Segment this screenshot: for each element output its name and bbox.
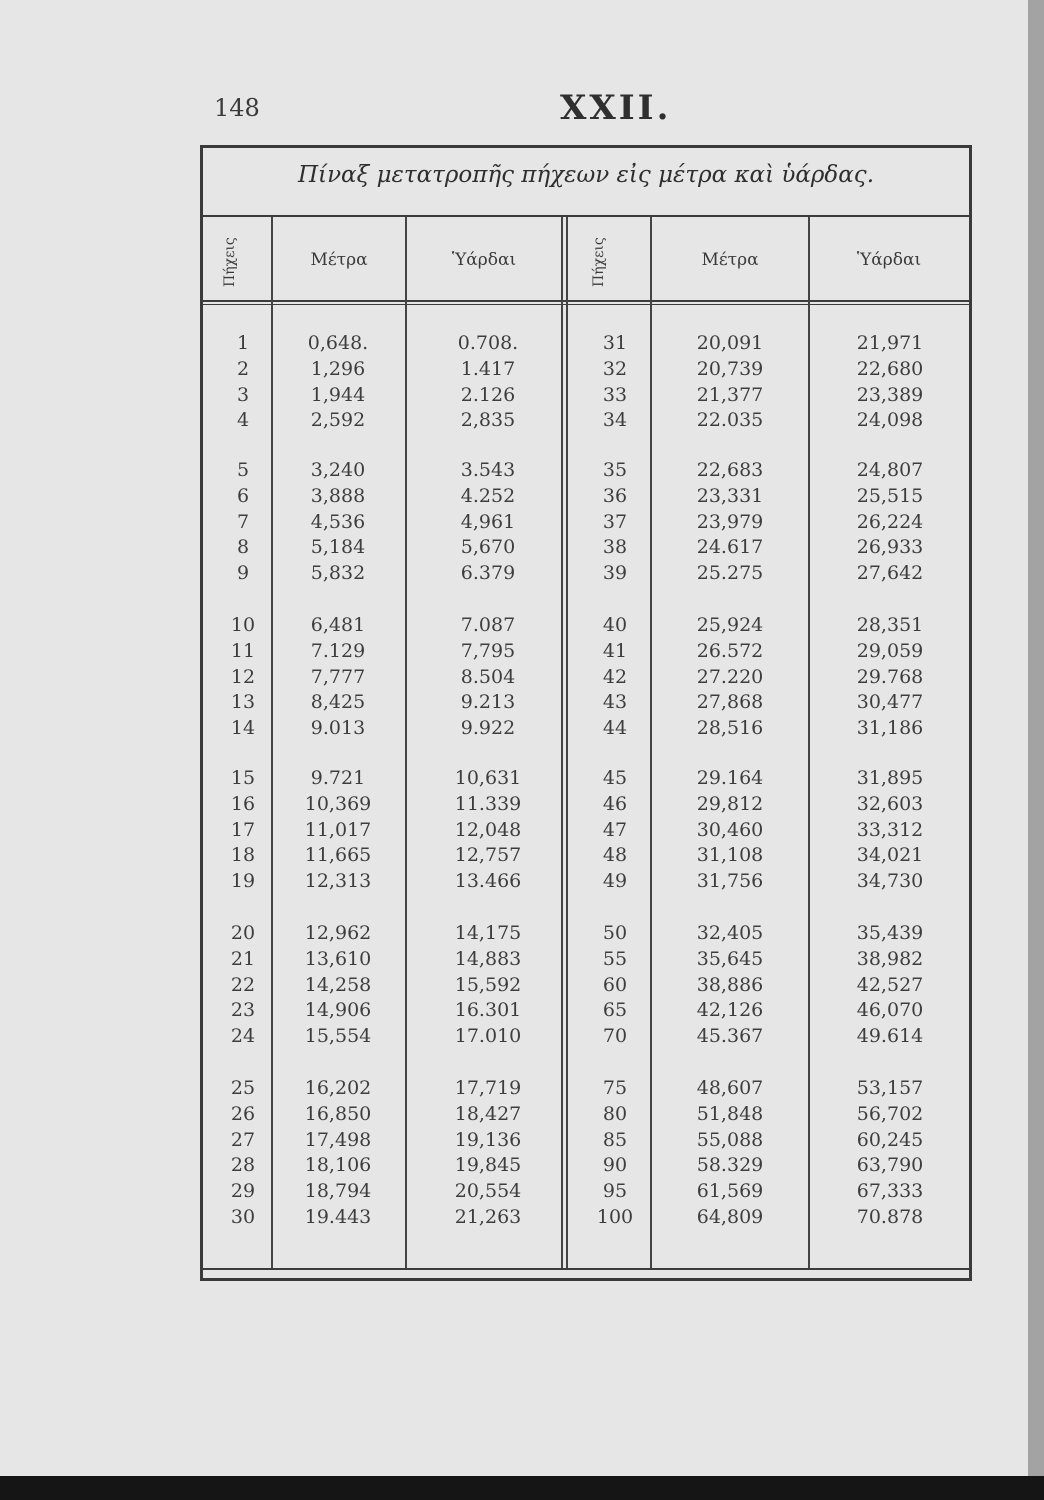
page-number: 148 [214, 94, 260, 122]
cell-cubits-left: 6 [236, 484, 250, 507]
cell-meters-right: 35,645 [696, 947, 764, 970]
cell-yards-left: 1.417 [460, 357, 516, 380]
header-yards-left: Ὑάρδαι [451, 250, 517, 270]
cell-meters-right: 31,756 [696, 870, 764, 893]
cell-cubits-right: 43 [602, 691, 628, 714]
cell-yards-right: 49.614 [856, 1025, 924, 1048]
cell-meters-right: 20,091 [696, 332, 764, 354]
cell-cubits-right: 45 [602, 767, 628, 789]
cell-cubits-right: 100 [596, 1206, 634, 1228]
cell-meters-left: 7.129 [310, 639, 366, 662]
cell-meters-right: 23,331 [696, 484, 764, 507]
cell-cubits-right: 38 [602, 536, 628, 559]
cell-cubits-left: 25 [230, 1077, 256, 1099]
cell-cubits-right: 80 [602, 1102, 628, 1125]
cell-meters-left: 3,240 [310, 459, 366, 481]
cell-cubits-right: 34 [602, 409, 628, 432]
cell-yards-right: 60,245 [856, 1128, 924, 1151]
cell-yards-right: 27,642 [856, 562, 924, 585]
cell-meters-left: 19.443 [304, 1206, 372, 1228]
cell-yards-right: 35,439 [856, 922, 924, 944]
table-title: Πίναξ μετατροπῆς πήχεων εἰς μέτρα καὶ ὑάρδας. [298, 162, 874, 188]
cell-yards-right: 38,982 [856, 947, 924, 970]
cell-cubits-right: 32 [602, 357, 628, 380]
column-rule-middle [561, 217, 563, 1268]
cell-cubits-left: 21 [230, 947, 256, 970]
cell-yards-left: 20,554 [454, 1180, 522, 1203]
cell-meters-left: 18,106 [304, 1154, 372, 1177]
cell-cubits-right: 70 [602, 1025, 628, 1048]
cell-cubits-left: 2 [236, 357, 250, 380]
cell-yards-right: 34,021 [856, 844, 924, 867]
cell-meters-right: 24.617 [696, 536, 764, 559]
cell-cubits-left: 3 [236, 383, 250, 406]
cell-cubits-right: 37 [602, 510, 628, 533]
cell-yards-right: 24,807 [856, 459, 924, 481]
cell-cubits-left: 11 [230, 639, 256, 662]
cell-meters-left: 14,258 [304, 973, 372, 996]
cell-cubits-left: 15 [230, 767, 256, 789]
cell-yards-left: 4.252 [460, 484, 516, 507]
cell-meters-left: 10,369 [304, 792, 372, 815]
cell-cubits-right: 65 [602, 999, 628, 1022]
cell-meters-right: 42,126 [696, 999, 764, 1022]
cell-meters-right: 30,460 [696, 818, 764, 841]
cell-cubits-left: 1 [236, 332, 250, 354]
cell-cubits-left: 18 [230, 844, 256, 867]
cell-yards-left: 6.379 [460, 562, 516, 585]
cell-meters-left: 12,313 [304, 870, 372, 893]
cell-yards-left: 3.543 [460, 459, 516, 481]
header-cubits-right: Πήχεις [591, 237, 607, 287]
cell-meters-left: 8,425 [310, 691, 366, 714]
scan-border [0, 1476, 1044, 1500]
cell-yards-left: 5,670 [460, 536, 516, 559]
cell-yards-left: 14,175 [454, 922, 522, 944]
cell-yards-right: 30,477 [856, 691, 924, 714]
cell-meters-right: 26.572 [696, 639, 764, 662]
cell-yards-left: 9.213 [460, 691, 516, 714]
cell-yards-right: 28,351 [856, 614, 924, 636]
cell-yards-left: 2.126 [460, 383, 516, 406]
header-bottom-rule [203, 300, 969, 302]
cell-meters-left: 1,944 [310, 383, 366, 406]
cell-meters-left: 16,202 [304, 1077, 372, 1099]
cell-meters-right: 27.220 [696, 665, 764, 688]
cell-yards-left: 10,631 [454, 767, 522, 789]
cell-cubits-left: 28 [230, 1154, 256, 1177]
cell-meters-right: 21,377 [696, 383, 764, 406]
cell-cubits-right: 95 [602, 1180, 628, 1203]
cell-yards-left: 12,757 [454, 844, 522, 867]
cell-yards-right: 26,933 [856, 536, 924, 559]
cell-cubits-right: 47 [602, 818, 628, 841]
cell-meters-right: 61,569 [696, 1180, 764, 1203]
cell-meters-left: 12,962 [304, 922, 372, 944]
cell-yards-right: 21,971 [856, 332, 924, 354]
cell-cubits-right: 31 [602, 332, 628, 354]
cell-cubits-right: 35 [602, 459, 628, 481]
cell-cubits-left: 22 [230, 973, 256, 996]
cell-cubits-right: 55 [602, 947, 628, 970]
column-rule [271, 217, 273, 1268]
cell-cubits-left: 24 [230, 1025, 256, 1048]
column-rule [808, 217, 810, 1268]
cell-meters-right: 31,108 [696, 844, 764, 867]
cell-yards-left: 0.708. [457, 332, 519, 354]
cell-cubits-right: 85 [602, 1128, 628, 1151]
cell-meters-right: 48,607 [696, 1077, 764, 1099]
cell-meters-left: 1,296 [310, 357, 366, 380]
cell-cubits-left: 27 [230, 1128, 256, 1151]
cell-meters-left: 11,017 [304, 818, 372, 841]
cell-meters-left: 15,554 [304, 1025, 372, 1048]
column-rule-middle-double [566, 217, 568, 1268]
cell-cubits-right: 33 [602, 383, 628, 406]
cell-yards-right: 32,603 [856, 792, 924, 815]
cell-meters-left: 5,184 [310, 536, 366, 559]
cell-yards-right: 22,680 [856, 357, 924, 380]
cell-meters-right: 29.164 [696, 767, 764, 789]
header-meters-right: Μέτρα [701, 250, 759, 270]
cell-meters-right: 22,683 [696, 459, 764, 481]
cell-yards-right: 33,312 [856, 818, 924, 841]
cell-yards-left: 18,427 [454, 1102, 522, 1125]
cell-cubits-left: 8 [236, 536, 250, 559]
cell-cubits-right: 48 [602, 844, 628, 867]
cell-cubits-left: 4 [236, 409, 250, 432]
cell-meters-left: 18,794 [304, 1180, 372, 1203]
cell-yards-right: 63,790 [856, 1154, 924, 1177]
cell-meters-right: 58.329 [696, 1154, 764, 1177]
column-rule [650, 217, 652, 1268]
cell-yards-left: 17.010 [454, 1025, 522, 1048]
cell-yards-left: 15,592 [454, 973, 522, 996]
cell-cubits-right: 42 [602, 665, 628, 688]
cell-meters-right: 45.367 [696, 1025, 764, 1048]
cell-meters-left: 5,832 [310, 562, 366, 585]
cell-yards-right: 26,224 [856, 510, 924, 533]
cell-meters-right: 23,979 [696, 510, 764, 533]
cell-yards-right: 42,527 [856, 973, 924, 996]
cell-meters-right: 25.275 [696, 562, 764, 585]
cell-yards-right: 46,070 [856, 999, 924, 1022]
header-yards-right: Ὑάρδαι [856, 250, 922, 270]
cell-yards-left: 16.301 [454, 999, 522, 1022]
cell-cubits-left: 30 [230, 1206, 256, 1228]
cell-meters-right: 25,924 [696, 614, 764, 636]
cell-meters-left: 0,648. [307, 332, 369, 354]
cell-cubits-left: 29 [230, 1180, 256, 1203]
cell-meters-left: 17,498 [304, 1128, 372, 1151]
cell-meters-right: 22.035 [696, 409, 764, 432]
cell-yards-right: 29.768 [856, 665, 924, 688]
cell-cubits-left: 9 [236, 562, 250, 585]
cell-meters-left: 4,536 [310, 510, 366, 533]
cell-cubits-right: 60 [602, 973, 628, 996]
cell-cubits-right: 49 [602, 870, 628, 893]
chapter-heading: XXII. [560, 88, 672, 128]
cell-meters-left: 14,906 [304, 999, 372, 1022]
cell-yards-right: 56,702 [856, 1102, 924, 1125]
cell-yards-left: 7,795 [460, 639, 516, 662]
cell-cubits-left: 20 [230, 922, 256, 944]
cell-cubits-left: 7 [236, 510, 250, 533]
header-meters-left: Μέτρα [310, 250, 368, 270]
cell-yards-left: 13.466 [454, 870, 522, 893]
cell-meters-right: 29,812 [696, 792, 764, 815]
cell-yards-right: 70.878 [856, 1206, 924, 1228]
cell-yards-right: 53,157 [856, 1077, 924, 1099]
cell-cubits-left: 5 [236, 459, 250, 481]
cell-yards-left: 7.087 [460, 614, 516, 636]
header-bottom-rule-double [203, 304, 969, 305]
cell-meters-right: 32,405 [696, 922, 764, 944]
cell-cubits-left: 26 [230, 1102, 256, 1125]
header-top-rule [203, 215, 969, 217]
cell-yards-left: 11.339 [454, 792, 522, 815]
cell-meters-left: 13,610 [304, 947, 372, 970]
cell-yards-left: 9.922 [460, 717, 516, 740]
cell-cubits-left: 17 [230, 818, 256, 841]
column-rule [405, 217, 407, 1268]
cell-cubits-right: 46 [602, 792, 628, 815]
cell-yards-right: 25,515 [856, 484, 924, 507]
cell-yards-right: 67,333 [856, 1180, 924, 1203]
cell-meters-left: 6,481 [310, 614, 366, 636]
cell-meters-right: 27,868 [696, 691, 764, 714]
cell-yards-right: 34,730 [856, 870, 924, 893]
cell-cubits-right: 90 [602, 1154, 628, 1177]
cell-cubits-right: 41 [602, 639, 628, 662]
table-bottom-rule [203, 1268, 969, 1270]
cell-yards-left: 19,136 [454, 1128, 522, 1151]
cell-yards-right: 31,186 [856, 717, 924, 740]
cell-yards-left: 21,263 [454, 1206, 522, 1228]
cell-yards-right: 29,059 [856, 639, 924, 662]
cell-cubits-left: 16 [230, 792, 256, 815]
cell-meters-left: 3,888 [310, 484, 366, 507]
cell-cubits-right: 36 [602, 484, 628, 507]
cell-cubits-left: 13 [230, 691, 256, 714]
cell-meters-left: 9.013 [310, 717, 366, 740]
cell-meters-right: 55,088 [696, 1128, 764, 1151]
cell-meters-left: 2,592 [310, 409, 366, 432]
cell-yards-left: 12,048 [454, 818, 522, 841]
cell-cubits-right: 75 [602, 1077, 628, 1099]
cell-cubits-left: 12 [230, 665, 256, 688]
cell-cubits-right: 39 [602, 562, 628, 585]
cell-cubits-left: 14 [230, 717, 256, 740]
cell-yards-left: 19,845 [454, 1154, 522, 1177]
cell-yards-right: 31,895 [856, 767, 924, 789]
cell-yards-left: 17,719 [454, 1077, 522, 1099]
cell-yards-right: 23,389 [856, 383, 924, 406]
cell-cubits-right: 44 [602, 717, 628, 740]
cell-cubits-left: 10 [230, 614, 256, 636]
cell-meters-left: 11,665 [304, 844, 372, 867]
cell-yards-left: 14,883 [454, 947, 522, 970]
cell-meters-right: 20,739 [696, 357, 764, 380]
cell-yards-right: 24,098 [856, 409, 924, 432]
cell-meters-right: 38,886 [696, 973, 764, 996]
cell-cubits-right: 50 [602, 922, 628, 944]
cell-yards-left: 8.504 [460, 665, 516, 688]
cell-meters-left: 7,777 [310, 665, 366, 688]
header-cubits-left: Πήχεις [222, 237, 238, 287]
cell-cubits-left: 23 [230, 999, 256, 1022]
cell-yards-left: 2,835 [460, 409, 516, 432]
cell-meters-right: 51,848 [696, 1102, 764, 1125]
cell-meters-right: 64,809 [696, 1206, 764, 1228]
cell-meters-left: 16,850 [304, 1102, 372, 1125]
cell-cubits-left: 19 [230, 870, 256, 893]
cell-meters-left: 9.721 [310, 767, 366, 789]
cell-yards-left: 4,961 [460, 510, 516, 533]
cell-cubits-right: 40 [602, 614, 628, 636]
cell-meters-right: 28,516 [696, 717, 764, 740]
